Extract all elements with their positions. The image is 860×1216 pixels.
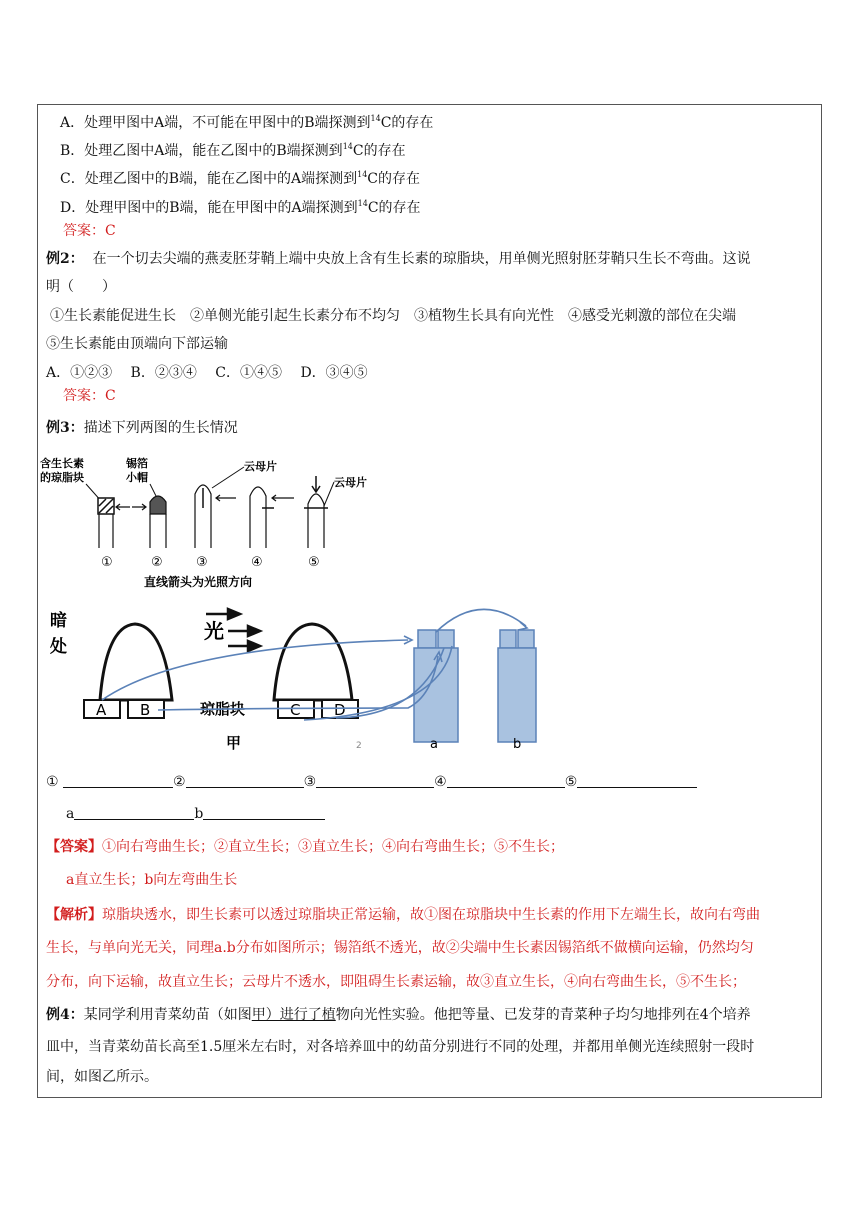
foil-label-line1: 锡箔 <box>126 457 148 470</box>
mica-label-5: 云母片 <box>334 476 367 489</box>
analysis-line2: 生长，与单向光无关，同理a.b分布如图所示；锡箔纸不透光，故②尖端中生长素因锡箔纸不做横向运输，仍然均匀 <box>46 940 754 956</box>
example-4-line3: 间，如图乙所示。 <box>46 1069 158 1085</box>
block-label-d: D <box>334 701 346 719</box>
option-a-suffix: C的存在 <box>380 115 434 131</box>
isotope-mass: 14 <box>357 170 368 179</box>
fig1-num-1: ① <box>101 555 113 570</box>
example-3-text: 描述下列两图的生长情况 <box>83 420 238 436</box>
fig1-num-5: ⑤ <box>308 555 320 570</box>
fig1-num-3: ③ <box>196 555 208 570</box>
analysis-line1 <box>46 905 760 925</box>
example-2-text: 在一个切去尖端的燕麦胚芽鞘上端中央放上含有生长素的琼脂块，用单侧光照射胚芽鞘只生长不弯曲。这说 <box>92 251 751 267</box>
example-2-line1 <box>46 249 751 269</box>
figure-jia-caption: 甲 <box>226 734 242 752</box>
blank-b[interactable] <box>203 805 325 820</box>
coleoptile-4 <box>250 487 294 548</box>
option-b <box>60 137 406 161</box>
mica-label-leader-3 <box>212 467 244 488</box>
stump-b-label: b <box>513 737 522 752</box>
answer-3-line2: a直立生长；b向左弯曲生长 <box>66 872 238 888</box>
blank-2[interactable] <box>186 773 304 788</box>
answer-2: 答案：C <box>63 388 116 404</box>
option-d-text: D．处理甲图中的B端，能在甲图中的A端探测到 <box>60 200 358 216</box>
blank-1[interactable] <box>63 773 173 788</box>
blank-label-b: b <box>194 806 204 822</box>
example-4-text-a: 某同学利用青菜幼苗（如图 <box>83 1007 252 1023</box>
dark-label-1: 暗 <box>50 611 67 631</box>
blank-label-5: ⑤ <box>564 774 578 790</box>
agar-label-line2: 的琼脂块 <box>40 471 84 484</box>
blank-4[interactable] <box>447 773 565 788</box>
option-a-text: A．处理甲图中A端，不可能在甲图中的B端探测到 <box>60 115 371 131</box>
fig1-num-4: ④ <box>251 555 263 570</box>
fig1-caption: 直线箭头为光照方向 <box>144 575 253 589</box>
blank-label-4: ④ <box>434 774 447 790</box>
agar-label-line1: 含生长素 <box>40 457 84 470</box>
example-2-statements-2: ⑤生长素能由顶端向下部运输 <box>46 336 228 352</box>
option-c-text: C．处理乙图中的B端，能在乙图中的A端探测到 <box>60 171 358 187</box>
figure-small-mark: 2 <box>356 741 362 751</box>
coleoptile-5 <box>304 476 334 548</box>
blank-label-3: ③ <box>303 774 317 790</box>
option-b-suffix: C的存在 <box>352 143 406 159</box>
block-label-b: B <box>140 701 151 719</box>
light-label: 光 <box>204 619 224 643</box>
example-4-line2: 皿中，当青菜幼苗长高至1.5厘米左右时，对各培养皿中的幼苗分别进行不同的处理，并都用单侧光连续照射一段时 <box>46 1039 755 1055</box>
option-d-suffix: C的存在 <box>367 200 421 216</box>
example-2-label: 例2： <box>46 251 84 267</box>
block-label-a: A <box>96 701 107 719</box>
coleoptile-tip-light <box>274 624 352 700</box>
coleoptile-1 <box>98 498 130 548</box>
analysis-text-1: 琼脂块透水，即生长素可以透过琼脂块正常运输，故①图在琼脂块中生长素的作用下左端生长，故向右弯曲 <box>102 907 760 923</box>
isotope-mass: 14 <box>370 114 381 123</box>
example-3-label: 例3： <box>46 420 84 436</box>
answer-1: 答案：C <box>63 223 116 239</box>
answer-3-line1 <box>46 837 564 857</box>
example-2-line2: 明（ ） <box>46 279 116 295</box>
blank-label-1: ① <box>46 774 59 790</box>
isotope-mass: 14 <box>357 199 368 208</box>
dark-label-2: 处 <box>50 637 67 657</box>
option-d <box>60 194 421 218</box>
fig1-num-2: ② <box>151 555 163 570</box>
option-c-suffix: C的存在 <box>367 171 421 187</box>
example-4-text-b: 物向光性实验。他把等量、已发芽的青菜种子均匀地排列在4个培养 <box>335 1007 751 1023</box>
coleoptile-2 <box>132 496 166 548</box>
example-4-label: 例4： <box>46 1007 84 1023</box>
option-a <box>60 109 433 133</box>
analysis-tag: 【解析】 <box>46 907 102 923</box>
answer-3-text: ①向右弯曲生长；②直立生长；③直立生长；④向右弯曲生长；⑤不生长； <box>102 839 564 855</box>
agar-transfer-figure <box>40 596 560 761</box>
block-label-c: C <box>290 701 301 719</box>
example-4-line1 <box>46 1005 751 1025</box>
answer-tag: 【答案】 <box>46 839 102 855</box>
stump-a-label: a <box>430 737 438 752</box>
blank-3[interactable] <box>316 773 434 788</box>
stump-b <box>498 630 536 742</box>
agar-label: 琼脂块 <box>200 700 246 718</box>
coleoptile-tip-dark <box>100 624 172 700</box>
analysis-line3: 分布，向下运输，故直立生长；云母片不透水，即阻碍生长素运输，故③直立生长，④向右弯曲生长，⑤不生长； <box>46 974 746 990</box>
isotope-mass: 14 <box>342 142 353 151</box>
coleoptile-3 <box>195 485 236 548</box>
example-3-line <box>46 418 238 438</box>
coleoptile-figure <box>40 450 380 595</box>
blank-line-row-2 <box>66 804 325 824</box>
foil-label-line2: 小帽 <box>126 471 148 484</box>
blank-line-row <box>46 772 697 792</box>
example-2-statements: ①生长素能促进生长 ②单侧光能引起生长素分布不均匀 ③植物生长具有向光性 ④感受光刺激的部位在尖端 <box>50 308 736 324</box>
mica-label-3: 云母片 <box>244 460 277 473</box>
option-b-text: B．处理乙图中A端，能在乙图中的B端探测到 <box>60 143 343 159</box>
example-4-underlined: 甲）进行了植 <box>251 1007 336 1023</box>
example-2-choices: A．①②③ B．②③④ C．①④⑤ D．③④⑤ <box>46 365 368 381</box>
blank-a[interactable] <box>74 805 194 820</box>
blank-label-2: ② <box>173 774 186 790</box>
blank-5[interactable] <box>577 773 697 788</box>
blank-label-a: a <box>66 806 75 822</box>
option-c <box>60 165 420 189</box>
